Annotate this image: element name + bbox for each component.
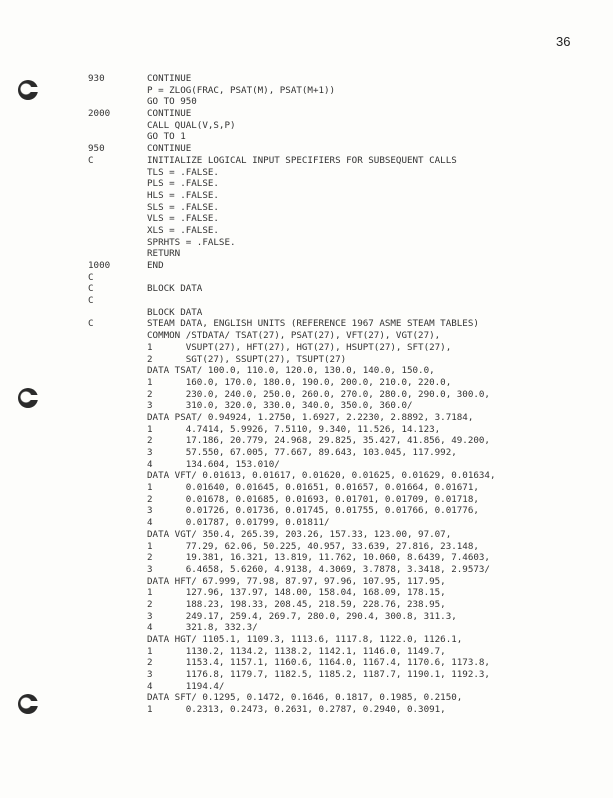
statement-text: 4 0.01787, 0.01799, 0.01811/	[147, 517, 330, 529]
statement-text: PLS = .FALSE.	[147, 178, 219, 190]
code-line	[0, 400, 613, 412]
code-line	[0, 178, 613, 190]
code-line	[0, 155, 613, 167]
code-line	[0, 120, 613, 132]
statement-text: 2 0.01678, 0.01685, 0.01693, 0.01701, 0.01709, 0.01718,	[147, 493, 479, 505]
statement-text: P = ZLOG(FRAC, PSAT(M), PSAT(M+1))	[147, 84, 336, 96]
statement-text: RETURN	[147, 248, 181, 260]
statement-text: 1 VSUPT(27), HFT(27), HGT(27), HSUPT(27), SFT(27),	[147, 341, 452, 353]
statement-text: CONTINUE	[147, 73, 192, 84]
statement-label: 2000	[88, 108, 111, 120]
statement-text: BLOCK DATA	[147, 283, 203, 295]
code-line	[0, 260, 613, 272]
code-line	[0, 505, 613, 517]
statement-text: 3 1176.8, 1179.7, 1182.5, 1185.2, 1187.7, 1190.1, 1192.3,	[147, 669, 490, 681]
code-line	[0, 424, 613, 436]
statement-text: HLS = .FALSE.	[147, 189, 219, 201]
statement-text: DATA VGT/ 350.4, 265.39, 203.26, 157.33, 123.00, 97.07,	[147, 528, 452, 540]
statement-text: CALL QUAL(V,S,P)	[147, 119, 236, 131]
code-line	[0, 248, 613, 260]
statement-text: INITIALIZE LOGICAL INPUT SPECIFIERS FOR SUBSEQUENT CALLS	[147, 154, 457, 166]
statement-text: 2 19.381, 16.321, 13.819, 11.762, 10.060, 8.6439, 7.4603,	[147, 552, 490, 564]
statement-text: BLOCK DATA	[147, 306, 203, 318]
statement-text: DATA VFT/ 0.01613, 0.01617, 0.01620, 0.01625, 0.01629, 0.01634,	[147, 470, 496, 482]
code-line	[0, 190, 613, 202]
code-line	[0, 564, 613, 576]
code-line	[0, 517, 613, 529]
statement-text: 2 1153.4, 1157.1, 1160.6, 1164.0, 1167.4, 1170.6, 1173.8,	[147, 657, 490, 669]
code-line	[0, 225, 613, 237]
code-line	[0, 529, 613, 541]
code-line	[0, 412, 613, 424]
code-line	[0, 131, 613, 143]
code-line	[0, 307, 613, 319]
statement-label: C	[88, 295, 94, 307]
statement-text: 1 4.7414, 5.9926, 7.5110, 9.340, 11.526, 14.123,	[147, 423, 441, 435]
code-line	[0, 167, 613, 179]
code-line	[0, 681, 613, 693]
code-line	[0, 552, 613, 564]
statement-text: 1 0.2313, 0.2473, 0.2631, 0.2787, 0.2940, 0.3091,	[147, 704, 446, 716]
statement-label: C	[88, 154, 94, 166]
statement-text: CONTINUE	[147, 143, 192, 155]
statement-label: 950	[88, 143, 105, 155]
statement-text: 4 321.8, 332.3/	[147, 622, 258, 634]
statement-text: 3 310.0, 320.0, 330.0, 340.0, 350.0, 360.0/	[147, 400, 413, 412]
code-line	[0, 622, 613, 634]
statement-text: 2 17.186, 20.779, 24.968, 29.825, 35.427, 41.856, 49.200,	[147, 435, 490, 447]
code-line	[0, 377, 613, 389]
code-line	[0, 318, 613, 330]
statement-text: END	[147, 260, 164, 271]
statement-label: C	[88, 271, 94, 283]
statement-text: 3 57.550, 67.005, 77.667, 89.643, 103.045, 117.992,	[147, 447, 457, 458]
statement-label: 930	[88, 73, 105, 84]
statement-label: C	[88, 283, 94, 295]
code-line	[0, 143, 613, 155]
code-line	[0, 435, 613, 447]
code-line	[0, 494, 613, 506]
code-line	[0, 459, 613, 471]
code-line	[0, 389, 613, 401]
statement-text: SLS = .FALSE.	[147, 201, 219, 213]
statement-text: 2 188.23, 198.33, 208.45, 218.59, 228.76, 238.95,	[147, 598, 446, 610]
statement-text: DATA HFT/ 67.999, 77.98, 87.97, 97.96, 107.95, 117.95,	[147, 575, 446, 587]
code-line	[0, 85, 613, 97]
code-line	[0, 599, 613, 611]
statement-text: 1 77.29, 62.06, 50.225, 40.957, 33.639, 27.816, 23.148,	[147, 540, 479, 552]
statement-text: 1 160.0, 170.0, 180.0, 190.0, 200.0, 210.0, 220.0,	[147, 376, 452, 388]
code-line	[0, 365, 613, 377]
statement-text: XLS = .FALSE.	[147, 224, 219, 236]
page-number: 36	[556, 34, 571, 49]
code-line	[0, 634, 613, 646]
statement-text: CONTINUE	[147, 108, 192, 120]
statement-text: 1 1130.2, 1134.2, 1138.2, 1142.1, 1146.0, 1149.7,	[147, 645, 446, 657]
statement-text: 2 SGT(27), SSUPT(27), TSUPT(27)	[147, 353, 347, 365]
statement-text: 2 230.0, 240.0, 250.0, 260.0, 270.0, 280.0, 290.0, 300.0,	[147, 388, 490, 400]
code-line	[0, 447, 613, 459]
statement-text: 3 249.17, 259.4, 269.7, 280.0, 290.4, 300.8, 311.3,	[147, 610, 457, 622]
code-line	[0, 96, 613, 108]
code-line	[0, 73, 613, 85]
code-line	[0, 704, 613, 716]
code-line	[0, 692, 613, 704]
statement-text: DATA TSAT/ 100.0, 110.0, 120.0, 130.0, 140.0, 150.0,	[147, 365, 435, 377]
statement-text: DATA PSAT/ 0.94924, 1.2750, 1.6927, 2.2230, 2.8892, 3.7184,	[147, 411, 474, 423]
statement-text: DATA SFT/ 0.1295, 0.1472, 0.1646, 0.1817, 0.1985, 0.2150,	[147, 692, 463, 704]
code-line	[0, 272, 613, 284]
statement-text: GO TO 950	[147, 96, 197, 108]
code-line	[0, 237, 613, 249]
statement-text: 3 0.01726, 0.01736, 0.01745, 0.01755, 0.01766, 0.01776,	[147, 505, 479, 517]
statement-text: VLS = .FALSE.	[147, 213, 219, 225]
code-line	[0, 669, 613, 681]
statement-label: C	[88, 318, 94, 330]
statement-text: DATA HGT/ 1105.1, 1109.3, 1113.6, 1117.8, 1122.0, 1126.1,	[147, 634, 463, 645]
statement-text: GO TO 1	[147, 131, 186, 143]
statement-text: 1 0.01640, 0.01645, 0.01651, 0.01657, 0.01664, 0.01671,	[147, 482, 479, 494]
code-line	[0, 611, 613, 623]
code-line	[0, 354, 613, 366]
statement-text: COMMON /STDATA/ TSAT(27), PSAT(27), VFT(27), VGT(27),	[147, 330, 441, 342]
statement-text: SPRHTS = .FALSE.	[147, 236, 236, 248]
statement-text: 1 127.96, 137.97, 148.00, 158.04, 168.09, 178.15,	[147, 587, 446, 599]
code-line	[0, 330, 613, 342]
code-line	[0, 202, 613, 214]
statement-text: 4 134.604, 153.010/	[147, 458, 280, 470]
statement-text: 3 6.4658, 5.6260, 4.9138, 4.3069, 3.7878, 3.3418, 2.9573/	[147, 563, 490, 575]
code-line	[0, 470, 613, 482]
code-line	[0, 646, 613, 658]
code-listing	[0, 73, 613, 716]
code-line	[0, 587, 613, 599]
code-line	[0, 342, 613, 354]
code-line	[0, 283, 613, 295]
statement-text: TLS = .FALSE.	[147, 166, 219, 178]
statement-text: STEAM DATA, ENGLISH UNITS (REFERENCE 1967 ASME STEAM TABLES)	[147, 318, 479, 330]
statement-label: 1000	[88, 260, 111, 271]
code-line	[0, 108, 613, 120]
code-line	[0, 482, 613, 494]
code-line	[0, 213, 613, 225]
code-line	[0, 657, 613, 669]
code-line	[0, 295, 613, 307]
statement-text: 4 1194.4/	[147, 680, 225, 692]
code-line	[0, 576, 613, 588]
code-line	[0, 541, 613, 553]
